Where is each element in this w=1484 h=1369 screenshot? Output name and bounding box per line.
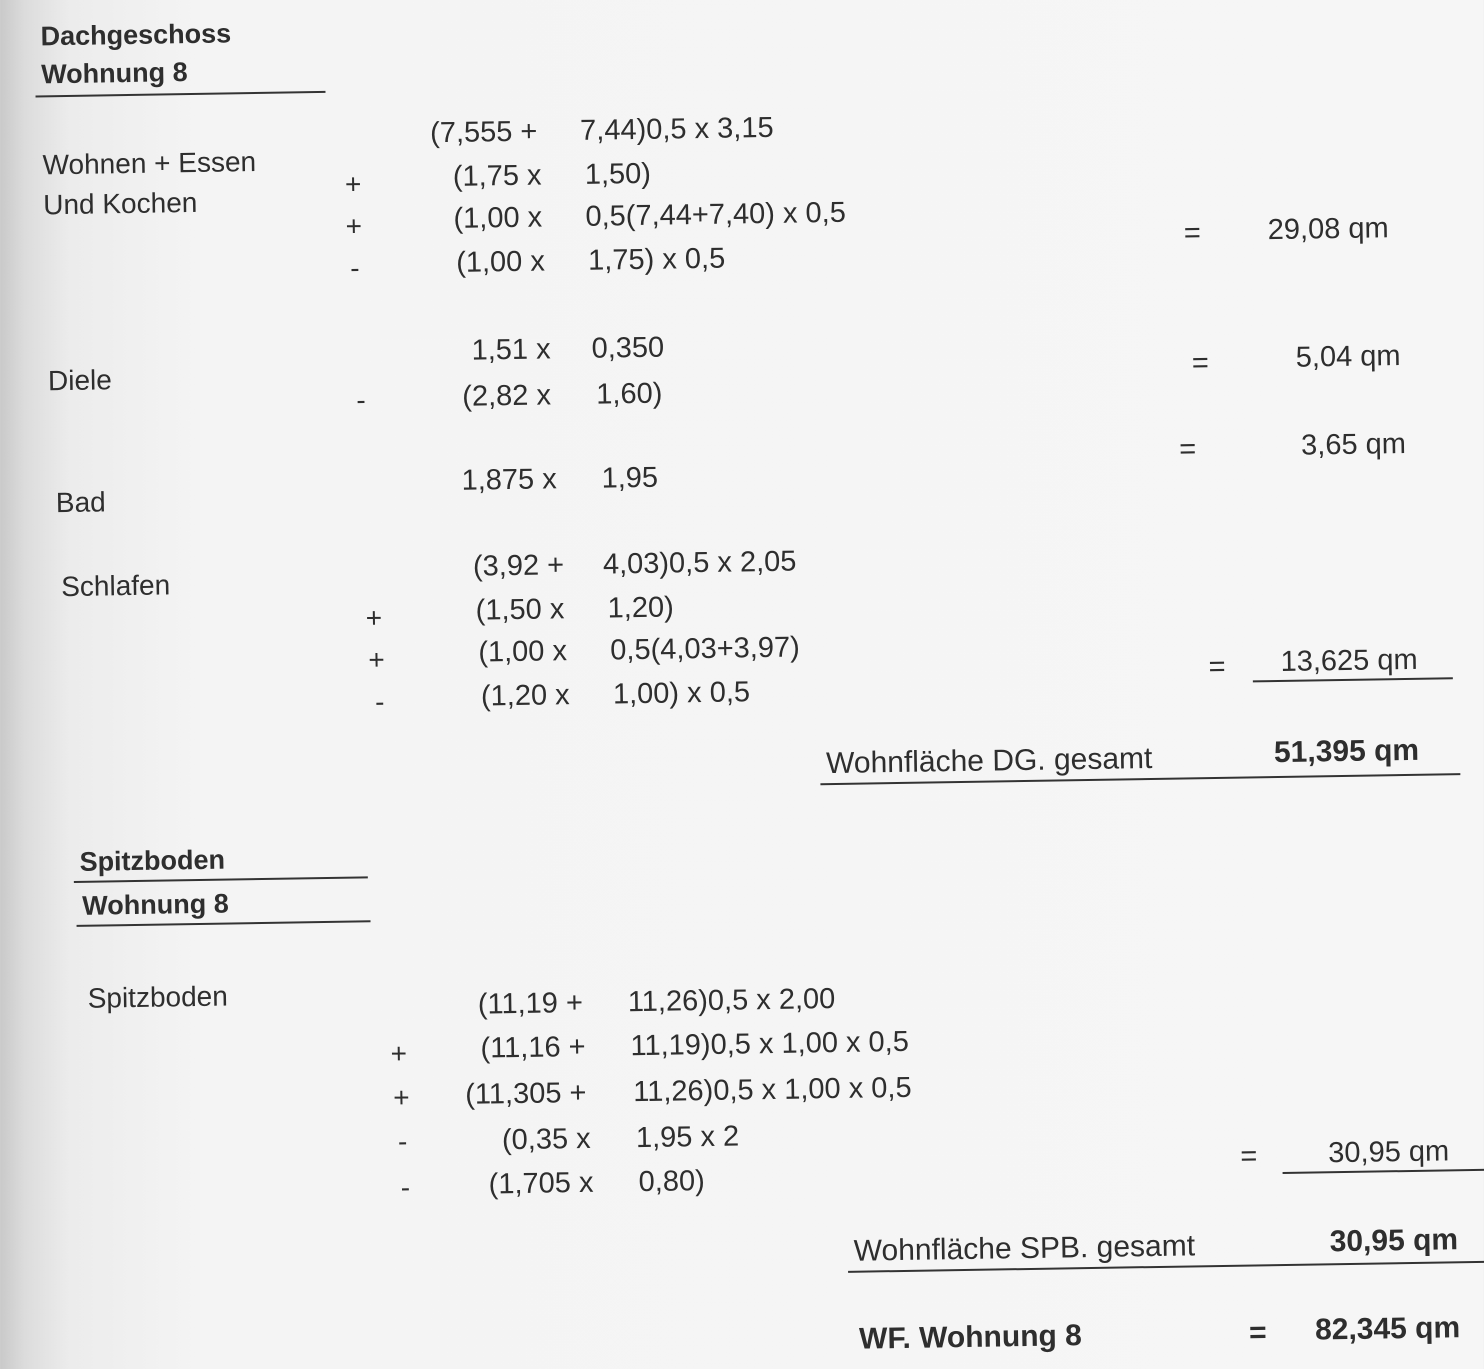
- calc-term: 1,00) x 0,5: [612, 676, 751, 711]
- calc-term: 1,50): [584, 157, 652, 191]
- spb-heading: Spitzboden: [79, 844, 226, 877]
- dg-heading: Dachgeschoss: [40, 18, 232, 52]
- result-underline: [1253, 677, 1453, 682]
- room-result: 5,04 qm: [1295, 340, 1401, 374]
- calc-sign: -: [400, 1171, 411, 1203]
- spb-total-label: Wohnfläche SPB. gesamt: [853, 1229, 1196, 1268]
- calc-term: 11,26)0,5 x 1,00 x 0,5: [632, 1071, 912, 1109]
- dg-heading-underline: [36, 91, 326, 98]
- room-result: 29,08 qm: [1267, 212, 1389, 247]
- calc-sign: +: [393, 1081, 410, 1113]
- spb-heading-underline: [74, 876, 368, 883]
- room-label: Und Kochen: [42, 186, 198, 221]
- calc-term: (11,16 +: [480, 1030, 586, 1065]
- equals-sign: =: [1240, 1140, 1258, 1173]
- calc-term: 0,80): [638, 1165, 705, 1199]
- calc-term: 1,95: [601, 461, 659, 495]
- room-label: Bad: [55, 486, 106, 519]
- equals-sign: =: [1191, 347, 1210, 380]
- calc-term: 1,60): [596, 377, 663, 411]
- grand-total-label: WF. Wohnung 8: [858, 1319, 1083, 1356]
- calc-term: (3,92 +: [472, 549, 565, 583]
- calc-term: 4,03)0,5 x 2,05: [602, 545, 797, 581]
- grand-total-equals: =: [1248, 1316, 1267, 1350]
- spb-subheading: Wohnung 8: [82, 888, 229, 921]
- calc-term: 0,5(7,44+7,40) x 0,5: [585, 196, 847, 233]
- calc-term: 11,19)0,5 x 1,00 x 0,5: [630, 1025, 910, 1063]
- calc-term: (0,35 x: [501, 1122, 591, 1157]
- calc-sign: -: [356, 384, 366, 416]
- calc-term: (11,19 +: [477, 986, 584, 1021]
- calc-sign: -: [350, 252, 360, 284]
- calc-term: (1,00 x: [455, 245, 546, 279]
- calc-term: 1,95 x 2: [635, 1120, 740, 1155]
- dg-subheading: Wohnung 8: [40, 57, 188, 90]
- room-result: 13,625 qm: [1280, 643, 1418, 678]
- calc-term: 0,5(4,03+3,97): [610, 631, 800, 667]
- calc-term: (1,75 x: [452, 159, 542, 193]
- equals-sign: =: [1183, 217, 1201, 250]
- grand-total-value: 82,345 qm: [1314, 1311, 1461, 1347]
- calc-term: 1,51 x: [471, 333, 551, 367]
- calc-term: 1,875 x: [461, 463, 557, 497]
- equals-sign: =: [1208, 650, 1226, 684]
- calc-term: (1,00 x: [478, 635, 568, 669]
- calc-sign: +: [390, 1037, 408, 1069]
- calc-sign: +: [365, 602, 383, 634]
- calc-sign: +: [345, 210, 363, 242]
- calc-sign: -: [374, 686, 385, 718]
- room-label: Wohnen + Essen: [42, 145, 257, 181]
- calc-sign: +: [368, 644, 386, 676]
- equals-sign: =: [1178, 433, 1197, 466]
- spb-subheading-underline: [77, 920, 371, 927]
- calc-term: 7,44)0,5 x 3,15: [579, 111, 774, 147]
- calc-term: 1,75) x 0,5: [587, 242, 726, 277]
- calc-term: (1,705 x: [488, 1166, 594, 1201]
- calc-term: (1,50 x: [475, 593, 565, 627]
- calc-term: (11,305 +: [465, 1076, 587, 1111]
- calc-term: (1,00 x: [453, 201, 543, 235]
- room-label: Schlafen: [60, 569, 171, 603]
- calc-term: (1,20 x: [480, 679, 570, 713]
- result-underline: [1283, 1169, 1484, 1174]
- dg-total-value: 51,395 qm: [1273, 733, 1420, 770]
- calc-term: 0,350: [591, 331, 665, 365]
- room-result: 3,65 qm: [1300, 427, 1407, 462]
- dg-total-label: Wohnfläche DG. gesamt: [825, 741, 1153, 781]
- room-label: Diele: [47, 364, 113, 397]
- calc-sign: +: [344, 168, 362, 200]
- room-result: 30,95 qm: [1328, 1135, 1450, 1170]
- calc-term: 11,26)0,5 x 2,00: [627, 983, 836, 1019]
- calc-term: (7,555 +: [429, 115, 538, 150]
- calc-term: (2,82 x: [462, 379, 552, 413]
- calc-term: 1,20): [607, 591, 674, 625]
- room-label: Spitzboden: [87, 980, 229, 1014]
- calc-sign: -: [397, 1125, 408, 1157]
- spb-total-value: 30,95 qm: [1329, 1223, 1459, 1259]
